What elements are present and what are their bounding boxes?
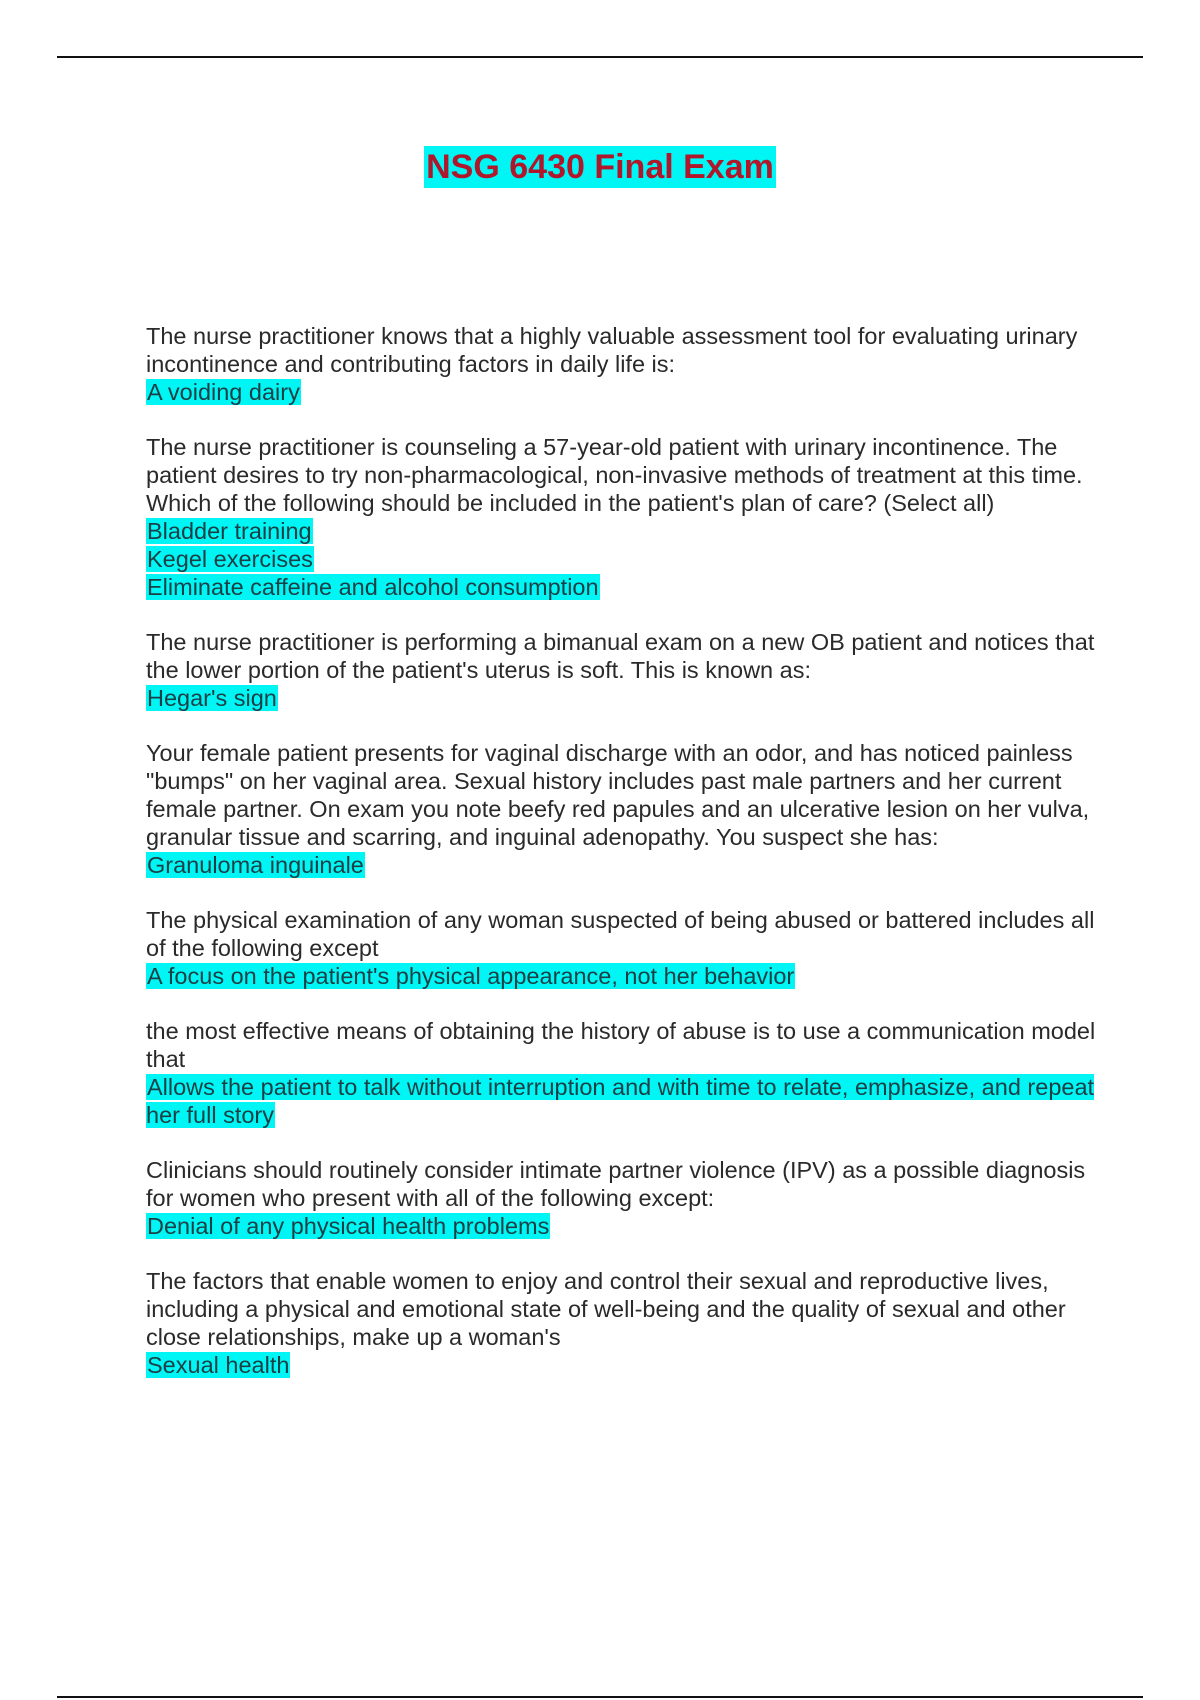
highlighted-answer: Allows the patient to talk without interruption and with time to relate, emphasize, and repeat her full story [146, 1074, 1095, 1128]
question-text: The physical examination of any woman suspected of being abused or battered includes all of the following except [146, 907, 1095, 961]
highlighted-answer: Hegar's sign [147, 685, 277, 711]
highlighted-answer: Sexual health [147, 1352, 290, 1378]
highlighted-answer: Eliminate caffeine and alcohol consumption [147, 574, 599, 600]
question-text: The factors that enable women to enjoy and control their sexual and reproductive lives, including a physical and emotional state of well-being and the quality of sexual and other close relationships, make up a woman's [146, 1268, 1066, 1350]
question-text: the most effective means of obtaining the history of abuse is to use a communication model that [146, 1018, 1096, 1072]
question-block [146, 739, 1106, 879]
question-block [146, 1267, 1106, 1379]
highlighted-answer: A focus on the patient's physical appearance, not her behavior [147, 963, 795, 989]
document-title: NSG 6430 Final Exam [426, 148, 774, 186]
question-block [146, 906, 1106, 990]
answer-line [146, 1212, 1106, 1240]
answer-line [146, 684, 1106, 712]
answer-line [146, 851, 1106, 879]
question-block [146, 628, 1106, 712]
answer-line [146, 962, 1106, 990]
answer-line [146, 545, 1106, 573]
answer-line [146, 1073, 1106, 1129]
top-rule [57, 56, 1143, 58]
question-text: Clinicians should routinely consider intimate partner violence (IPV) as a possible diagnosis for women who present with all of the following except: [146, 1157, 1086, 1211]
highlighted-answer: Bladder training [147, 518, 312, 544]
highlighted-answer: Granuloma inguinale [147, 852, 364, 878]
question-block [146, 433, 1106, 601]
question-block [146, 322, 1106, 406]
question-text: The nurse practitioner knows that a highly valuable assessment tool for evaluating urinary incontinence and contributing factors in daily life is: [146, 323, 1078, 377]
bottom-rule [57, 1696, 1143, 1698]
question-text: The nurse practitioner is performing a bimanual exam on a new OB patient and notices that the lower portion of the patient's uterus is soft. This is known as: [146, 629, 1095, 683]
question-block [146, 1017, 1106, 1129]
question-list [146, 322, 1106, 1406]
answer-line [146, 573, 1106, 601]
answer-line [146, 378, 1106, 406]
title-container [0, 146, 1200, 188]
question-block [146, 1156, 1106, 1240]
question-text: The nurse practitioner is counseling a 57-year-old patient with urinary incontinence. The patient desires to try non-pharmacological, non-invasive methods of treatment at this time. Which of the following should be included in the patient's plan of care? (Select all) [146, 434, 1083, 516]
answer-line [146, 517, 1106, 545]
highlighted-answer: A voiding dairy [147, 379, 300, 405]
highlighted-answer: Denial of any physical health problems [147, 1213, 550, 1239]
question-text: Your female patient presents for vaginal discharge with an odor, and has noticed painless "bumps" on her vaginal area. Sexual history includes past male partners and her current female partner. On exam you note beefy red papules and an ulcerative lesion on her vulva, granular tissue and scarring, and inguinal adenopathy. You suspect she has: [146, 740, 1090, 850]
highlighted-answer: Kegel exercises [147, 546, 313, 572]
answer-line [146, 1351, 1106, 1379]
